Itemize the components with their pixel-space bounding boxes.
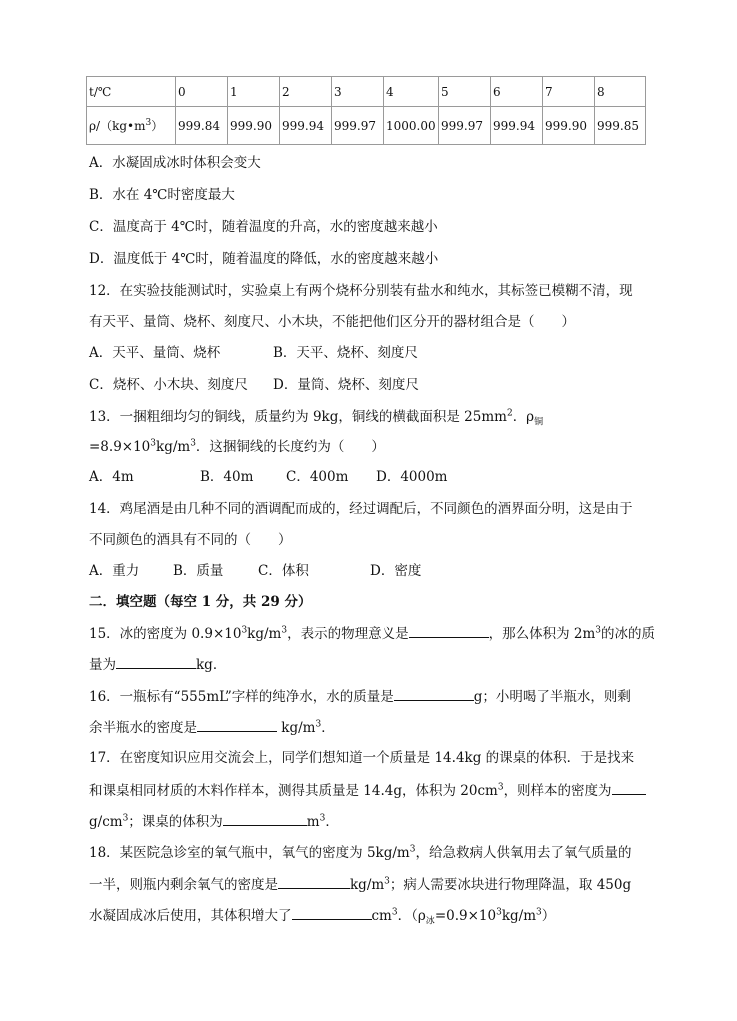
subscript: 冰: [425, 916, 435, 927]
table-row-density: [87, 107, 646, 145]
table-cell: 8: [595, 77, 646, 107]
q13-stem-line1: [89, 407, 543, 427]
q12-stem-line2: 有天平、量筒、烧杯、刻度尺、小木块，不能把他们区分开的器材组合是（ ）: [89, 314, 575, 330]
superscript: 3: [391, 907, 398, 918]
q16-text: g；小明喝了半瓶水，则剩: [473, 689, 631, 705]
q13-text: kg/m: [156, 439, 191, 455]
table-row-temperature: [87, 77, 646, 107]
q18-text: ；病人需要冰块进行物理降温，取 450g: [389, 877, 632, 893]
table-cell: 999.85: [595, 107, 646, 145]
density-header: ρ/（kg•m: [89, 119, 146, 133]
q15-text: ，那么体积为 2m: [488, 626, 596, 642]
q12-options-row1: [89, 343, 418, 363]
q15-text: 15．冰的密度为 0.9×10: [89, 626, 242, 642]
q12-options-row2: [89, 375, 419, 395]
q13-option-b: B．40m: [200, 469, 254, 485]
table-cell: 999.90: [543, 107, 595, 145]
q18-line3: [89, 905, 555, 925]
table-cell: t/℃: [87, 77, 176, 107]
q15-line2: [89, 654, 226, 674]
q11-option-c: C．温度高于 4℃时，随着温度的升高，水的密度越来越小: [89, 219, 438, 235]
q15-text: 的冰的质: [601, 626, 655, 642]
answer-blank[interactable]: [394, 686, 474, 701]
table-cell: 1: [228, 77, 280, 107]
q18-text: 一半，则瓶内剩余氧气的密度是: [89, 877, 278, 893]
superscript: 3: [281, 625, 288, 636]
table-cell: 4: [384, 77, 439, 107]
superscript: 3: [319, 813, 326, 824]
q17-text: ．: [325, 814, 339, 830]
superscript: 3: [536, 907, 542, 918]
table-cell: 999.97: [332, 107, 384, 145]
table-cell: 5: [439, 77, 491, 107]
q13-text: 13．一捆粗细均匀的铜线，质量约为 9kg，铜线的横截面积是 25mm: [89, 409, 507, 425]
q13-option-c: C．400m: [286, 469, 349, 485]
q13-text: ．ρ: [512, 409, 535, 425]
superscript: 3: [190, 438, 196, 449]
table-cell: 999.97: [439, 107, 491, 145]
q12-option-c: C．烧杯、小木块、刻度尺: [89, 377, 248, 393]
density-header-close: ）: [151, 119, 164, 133]
q11-option-d: D．温度低于 4℃时，随着温度的降低，水的密度越来越小: [89, 251, 439, 267]
q18-text: ，给急救病人供氧用去了氧气质量的: [415, 845, 632, 861]
q13-option-d: D．4000m: [376, 469, 448, 485]
answer-blank[interactable]: [116, 654, 196, 669]
superscript: 3: [595, 625, 601, 636]
table-cell: 6: [491, 77, 543, 107]
q18-text: ）: [541, 908, 556, 924]
q15-text: kg．: [196, 657, 227, 673]
q17-text: m: [306, 814, 320, 830]
table-cell: 999.84: [176, 107, 228, 145]
q18-text: ．（ρ: [397, 908, 426, 924]
q18-text: kg/m: [350, 877, 385, 893]
answer-blank[interactable]: [278, 874, 350, 889]
subscript: 铜: [534, 417, 544, 428]
q13-stem-line2: [89, 437, 385, 457]
q12-option-d: D．量筒、烧杯、刻度尺: [273, 377, 419, 393]
table-cell: 999.94: [280, 107, 332, 145]
q17-text: 和课桌相同材质的木料作样本，测得其质量是 14.4g，体积为 20cm: [89, 783, 498, 799]
q18-line2: [89, 874, 631, 894]
table-cell: [87, 107, 176, 145]
q16-text: kg/m: [277, 720, 316, 736]
table-cell: 7: [543, 77, 595, 107]
superscript: 2: [506, 408, 513, 419]
q17-text: ；课桌的体积为: [128, 814, 223, 830]
q18-text: 水凝固成冰后使用，其体积增大了: [89, 908, 292, 924]
q18-line1: [89, 843, 631, 863]
superscript: 3: [315, 719, 322, 730]
table-cell: 999.94: [491, 107, 543, 145]
section-title-fill-in: 二．填空题（每空 1 分，共 29 分）: [89, 594, 312, 610]
table-cell: 1000.00: [384, 107, 439, 145]
table-cell: 999.90: [228, 107, 280, 145]
q15-text: kg/m: [247, 626, 282, 642]
q11-option-a: A．水凝固成冰时体积会变大: [89, 155, 261, 171]
q13-option-a: A．4m: [89, 469, 134, 485]
q16-text: ．: [321, 720, 335, 736]
table-cell: 3: [332, 77, 384, 107]
q17-line2: [89, 780, 646, 800]
q17-line1: 17．在密度知识应用交流会上，同学们想知道一个质量是 14.4kg 的课桌的体积．于是找来: [89, 750, 635, 766]
q18-text: kg/m: [501, 908, 536, 924]
answer-blank[interactable]: [292, 905, 372, 920]
q18-text: =0.9×10: [434, 908, 497, 924]
q14-option-a: A．重力: [89, 563, 140, 579]
q17-text: g/cm: [89, 814, 123, 830]
q14-option-d: D．密度: [370, 563, 422, 579]
q18-text: 18．某医院急诊室的氧气瓶中，氧气的密度为 5kg/m: [89, 845, 410, 861]
q15-text: 量为: [89, 657, 116, 673]
q14-options: [89, 561, 421, 581]
q18-text: cm: [371, 908, 392, 924]
q16-line2: [89, 717, 335, 737]
q12-option-a: A．天平、量筒、烧杯: [89, 345, 221, 361]
answer-blank[interactable]: [223, 811, 307, 826]
q14-option-c: C．体积: [258, 563, 309, 579]
superscript: 3: [409, 844, 416, 855]
q14-stem-line2: 不同颜色的酒具有不同的（ ）: [89, 532, 292, 548]
table-cell: 0: [176, 77, 228, 107]
superscript: 3: [145, 118, 152, 128]
superscript: 3: [496, 907, 502, 918]
q15-text: ，表示的物理意义是: [287, 626, 409, 642]
q17-text: ，则样本的密度为: [503, 783, 612, 799]
q12-option-b: B．天平、烧杯、刻度尺: [273, 345, 418, 361]
q13-text: ．这捆铜线的长度约为（ ）: [195, 439, 385, 455]
q14-option-b: B．质量: [173, 563, 224, 579]
table-cell: 2: [280, 77, 332, 107]
q16-text: 余半瓶水的密度是: [89, 720, 197, 736]
q14-stem-line1: 14．鸡尾酒是由几种不同的酒调配而成的，经过调配后，不同颜色的酒界面分明，这是由于: [89, 501, 633, 517]
superscript: 3: [122, 813, 129, 824]
q13-options: [89, 467, 447, 487]
q11-option-b: B．水在 4℃时密度最大: [89, 187, 235, 203]
answer-blank[interactable]: [612, 780, 646, 795]
q12-stem-line1: 12．在实验技能测试时，实验桌上有两个烧杯分别装有盐水和纯水，其标签已模糊不清，现: [89, 283, 633, 299]
superscript: 3: [150, 438, 157, 449]
q13-text: =8.9×10: [89, 439, 151, 455]
answer-blank[interactable]: [197, 717, 277, 732]
q16-line1: [89, 686, 631, 706]
superscript: 3: [241, 625, 248, 636]
q16-text: 16．一瓶标有“555mL”字样的纯净水，水的质量是: [89, 689, 394, 705]
superscript: 3: [384, 876, 390, 887]
answer-blank[interactable]: [409, 623, 489, 638]
superscript: 3: [497, 782, 504, 793]
q17-line3: [89, 811, 339, 831]
density-table: [86, 76, 646, 145]
q15-line1: [89, 623, 655, 643]
